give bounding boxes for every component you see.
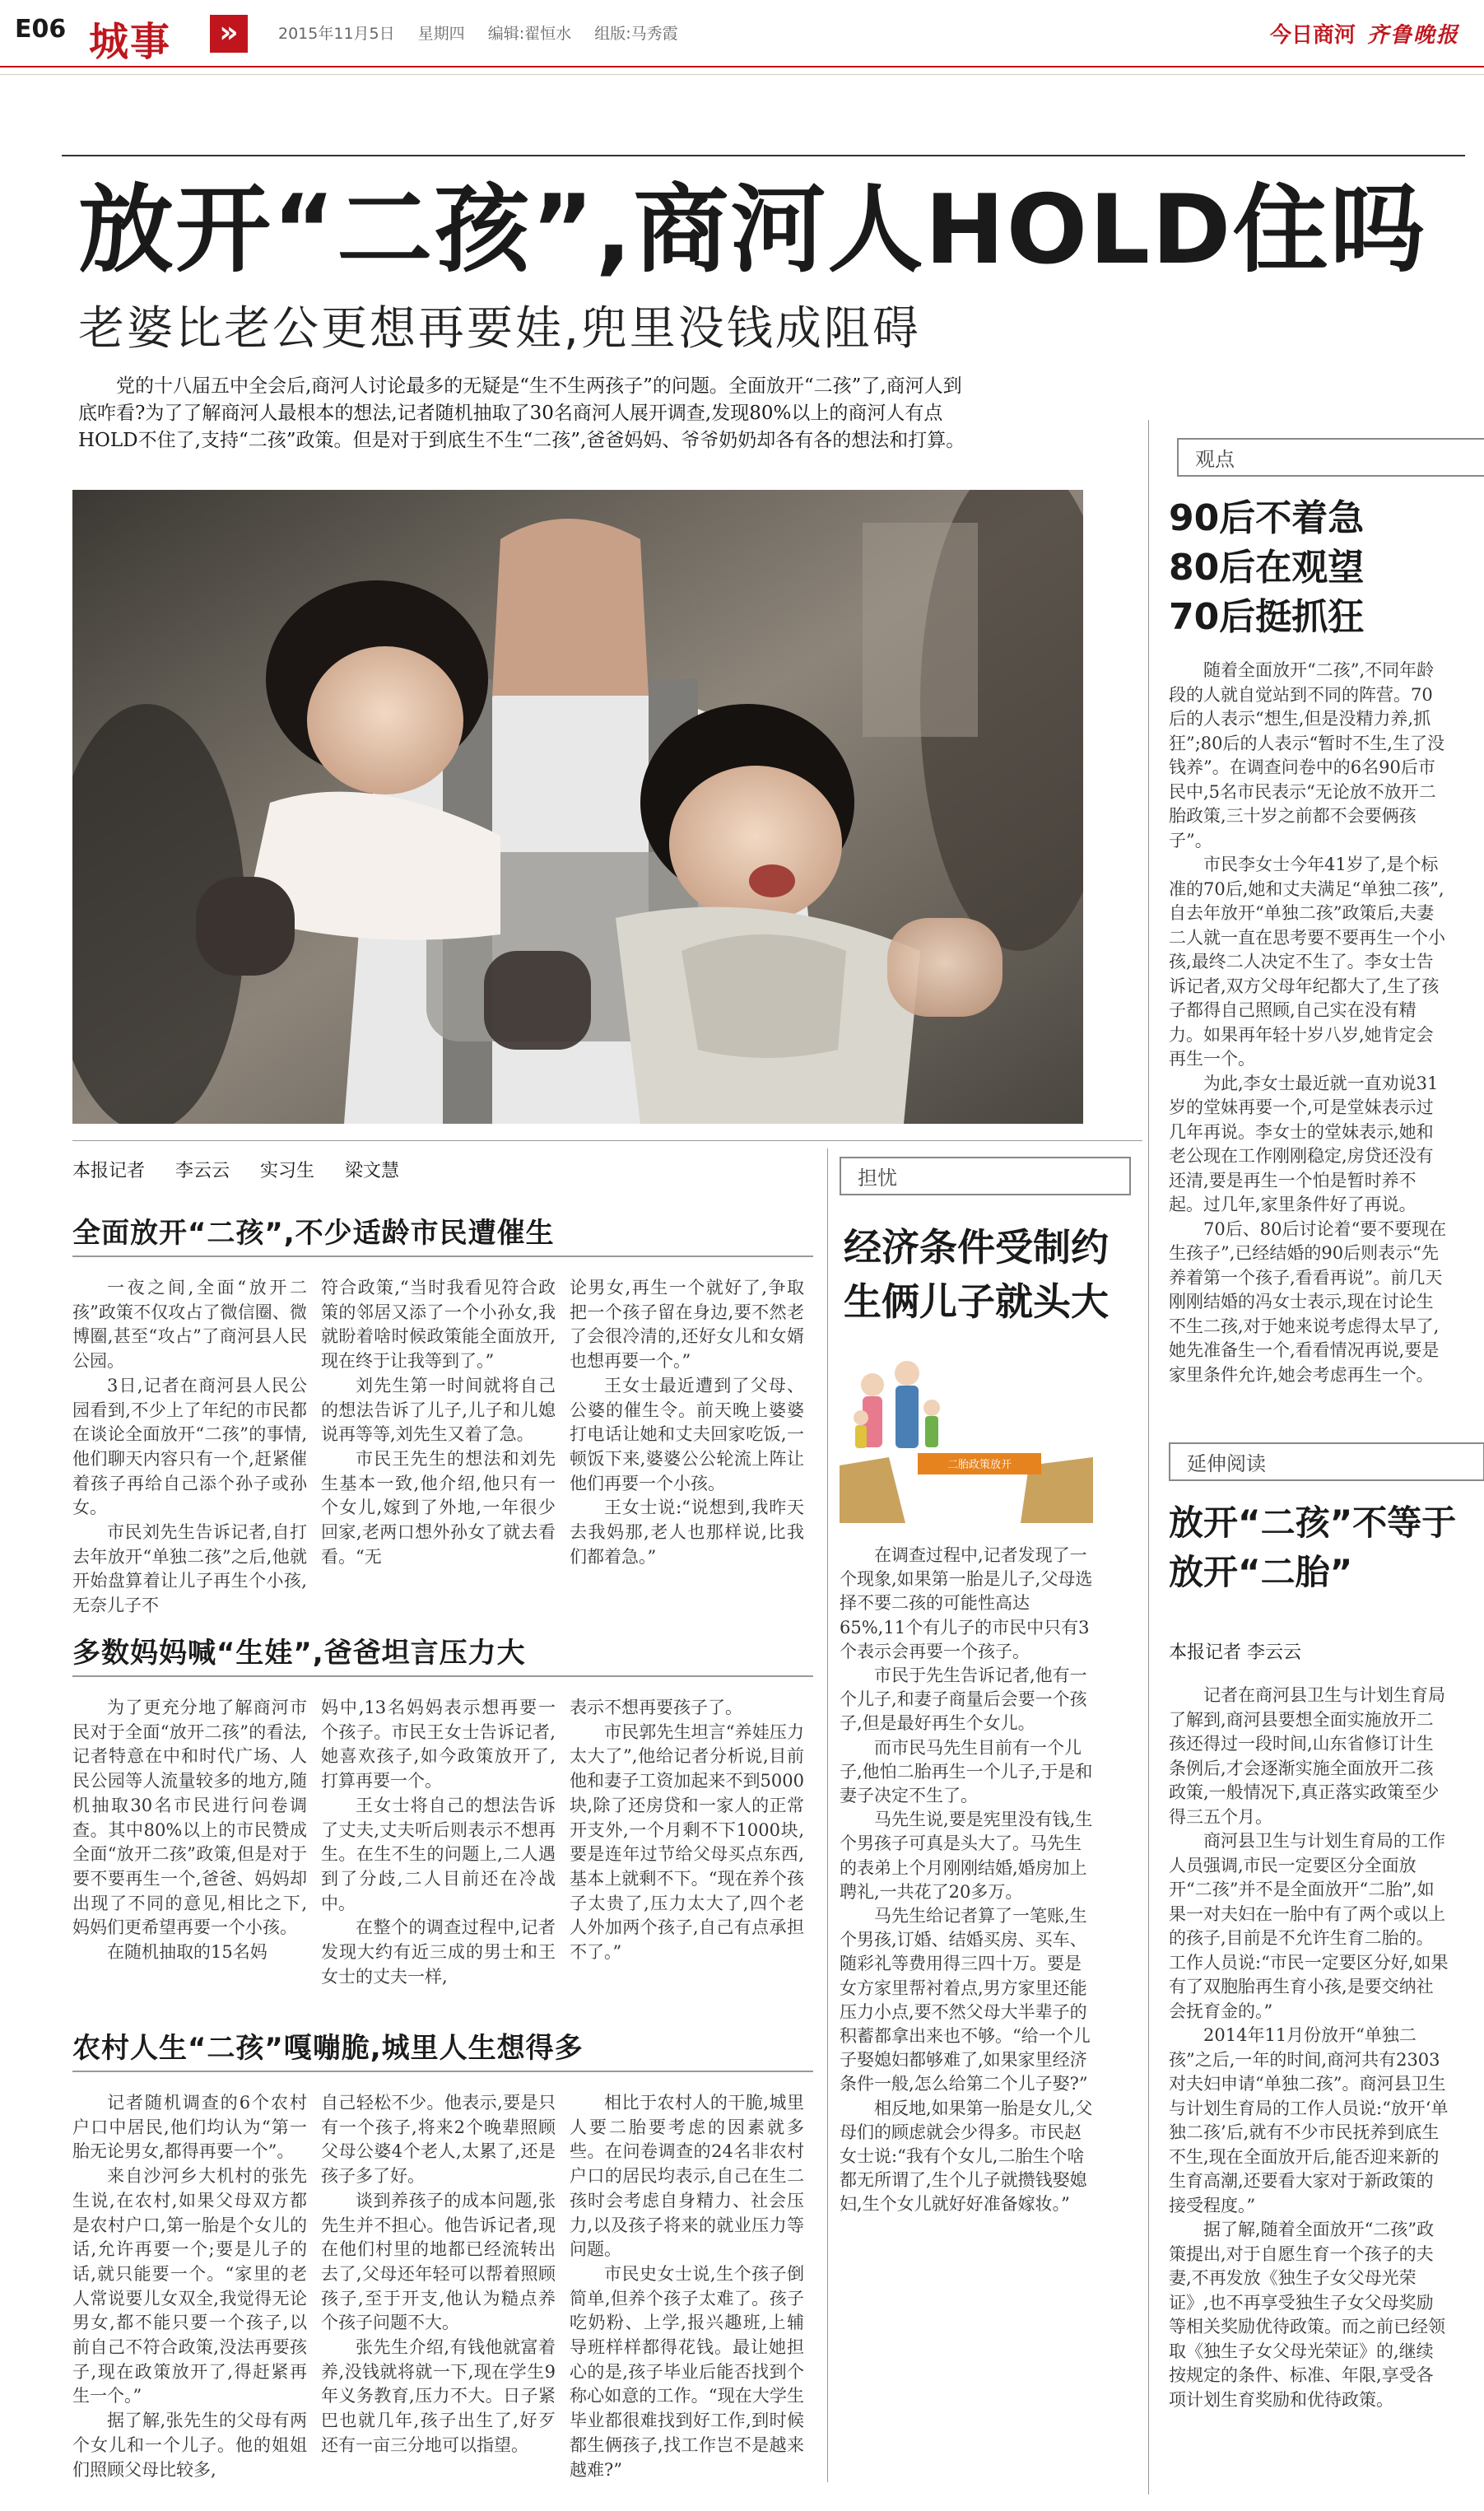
paragraph: 市民李女士今年41岁了,是个标准的70后,她和丈夫满足“单独二孩”,自去年放开“单独二孩”政策后,夫妻二人就一直在思考要不要再生一个小孩,最终二人决定不生了。李女士告诉记者,双方父母年纪都大了,生了孩子都得自己照顾,自己实在没有精力。如果再年轻十岁八岁,她肯定会再生一个。 <box>1169 855 1445 1069</box>
byline-author: 李云云 <box>175 1161 230 1181</box>
extended-byline: 本报记者 李云云 <box>1169 1642 1301 1663</box>
issue-date: 2015年11月5日 <box>278 25 395 43</box>
section-chevron-icon: » <box>210 15 248 53</box>
paragraph: 相反地,如果第一胎是女儿,父母们的顾虑就会少得多。市民赵女士说:“我有个女儿,二胎生个啥都无所谓了,生个儿子就攒钱娶媳妇,生个女儿就好好准备嫁妆。” <box>840 2098 1093 2215</box>
extended-reading-title <box>1169 1498 1456 1597</box>
article-column <box>321 1276 556 1569</box>
section-heading: 全面放开“二孩”,不少适龄市民遭催生 <box>72 1217 555 1250</box>
header-meta <box>278 21 696 44</box>
article-column <box>570 1276 804 1569</box>
byline-role: 实习生 <box>260 1161 315 1181</box>
article-column <box>72 2091 307 2482</box>
paragraph: 为此,李女士最近就一直劝说31岁的堂妹再要一个,可是堂妹表示过几年再说。李女士的堂妹表示,她和老公现在工作刚刚稳定,房贷还没有还清,要是再生一个怕是暂时养不起。过几年,家里条件好了再说。 <box>1169 1073 1439 1214</box>
paragraph: 王女士将自己的想法告诉了丈夫,丈夫听后则表示不想再生。在生不生的问题上,二人遇到了分歧,二人目前还在冷战中。 <box>321 1795 556 1913</box>
paragraph: 记者在商河县卫生与计划生育局了解到,商河县要想全面实施放开二孩还得过一段时间,山东省修订计生条例后,才会逐渐实施全面放开二孩政策,一般情况下,真正落实政策至少得三五个月。 <box>1169 1685 1445 1827</box>
layout-credit: 组版:马秀霞 <box>594 25 678 43</box>
illustration-family-cliff <box>840 1342 1093 1523</box>
article-column <box>570 2091 804 2482</box>
article-column <box>72 1696 307 1965</box>
column-divider <box>827 1148 828 2482</box>
header-rule <box>0 66 1484 68</box>
section-heading: 多数妈妈喊“生娃”,爸爸坦言压力大 <box>72 1637 526 1670</box>
subheadline: 老婆比老公更想再要娃,兜里没钱成阻碍 <box>78 302 921 356</box>
intro-paragraph: 党的十八届五中全会后,商河人讨论最多的无疑是“生不生两孩子”的问题。全面放开“二孩”了,商河人到底咋看?为了了解商河人最根本的想法,记者随机抽取了30名商河人展开调查,发现80%以上的商河人有点HOLD不住了,支持“二孩”政策。但是对于到底生不生“二孩”,爸爸妈妈、爷爷奶奶却各有各的想法和打算。 <box>78 375 965 451</box>
paragraph: 妈中,13名妈妈表示想再要一个孩子。市民王女士告诉记者,她喜欢孩子,如今政策放开了,打算再要一个。 <box>321 1698 556 1791</box>
paragraph: 马先生说,要是宪里没有钱,生个男孩子可真是头大了。马先生的表弟上个月刚刚结婚,婚房加上聘礼,一共花了20多万。 <box>840 1810 1093 1902</box>
header-rule-thin <box>0 74 1484 75</box>
page-number: E06 <box>15 15 67 44</box>
paragraph: 3日,记者在商河县人民公园看到,不少上了年纪的市民都在谈论全面放开“二孩”的事情,他们聊天内容只有一个,赶紧催着孩子再给自己添个孙子或孙女。 <box>72 1375 307 1518</box>
family-illustration <box>840 1342 1093 1523</box>
paragraph: 市民郭先生坦言“养娃压力太大了”,他给记者分析说,目前他和妻子工资加起来不到5000块,除了还房贷和一家人的正常开支外,一个月剩不下1000块,要是连年过节给父母买点东西,基本上就剩不下。“现在养个孩子太贵了,压力太大了,四个老人外加两个孩子,自己有点承担不了。” <box>570 1721 804 1963</box>
extended-reading-tag: 延伸阅读 <box>1169 1442 1484 1481</box>
paragraph: 市民于先生告诉记者,他有一个儿子,和妻子商量后会要一个孩子,但是最好再生个女儿。 <box>840 1665 1087 1734</box>
paragraph: 张先生介绍,有钱他就富着养,没钱就将就一下,现在学生9年义务教育,压力不大。日子紧巴也就几年,孩子出生了,好歹还有一亩三分地可以指望。 <box>321 2337 556 2455</box>
section-rule <box>72 1256 813 1257</box>
viewpoint-title-line: 70后挺抓狂 <box>1169 596 1365 638</box>
paragraph: 在调查过程中,记者发现了一个现象,如果第一胎是儿子,父母选择不要二孩的可能性高达65%,11个有儿子的市民中只有3个表示会再要一个孩子。 <box>840 1545 1093 1661</box>
viewpoint-title-line: 80后在观望 <box>1169 547 1365 589</box>
worry-body <box>840 1544 1093 2217</box>
paragraph: 市民史女士说,生个孩子倒简单,但养个孩子太难了。孩子吃奶粉、上学,报兴趣班,上辅导班样样都得花钱。最让她担心的是,孩子毕业后能否找到个称心如意的工作。“现在大学生毕业都很难找到好工作,到时候都生俩孩子,找工作岂不是越来越难?” <box>570 2263 804 2480</box>
paragraph: 一夜之间,全面“放开二孩”政策不仅攻占了微信圈、微博圈,甚至“攻占”了商河县人民公园。 <box>72 1278 307 1372</box>
worry-title <box>844 1220 1109 1329</box>
paragraph: 市民刘先生告诉记者,自打去年放开“单独二孩”之后,他就开始盘算着让儿子再生个小孩,无奈儿子不 <box>72 1522 307 1616</box>
paragraph: 表示不想再要孩子了。 <box>570 1698 742 1717</box>
paragraph: 在整个的调查过程中,记者发现大约有近三成的男士和王女士的丈夫一样, <box>321 1917 556 1987</box>
viewpoint-title-line: 90后不着急 <box>1169 497 1365 539</box>
banner-text: 二胎政策放开 <box>947 1459 1012 1471</box>
article-column <box>321 1696 556 1989</box>
extended-title-line: 放开“二孩”不等于 <box>1169 1502 1457 1543</box>
paragraph: 在随机抽取的15名妈 <box>107 1942 267 1963</box>
section-rule <box>72 2071 813 2072</box>
paragraph: 据了解,张先生的父母有两个女儿和一个儿子。他的姐姐们照顾父母比较多, <box>72 2411 307 2480</box>
paragraph: 2014年11月份放开“单独二孩”之后,一年的时间,商河共有2303对夫妇申请“单独二孩”。商河县卫生与计划生育局的工作人员说:“放开‘单独二孩’后,就有不少市民抚养到底生不生,现在全面放开后,能否迎来新的生育高潮,还要看大家对于新政策的接受程度。” <box>1169 2025 1449 2215</box>
paragraph: 70后、80后讨论着“要不要现在生孩子”,已经结婚的90后则表示“先养着第一个孩子,看看再说”。前几天刚刚结婚的冯女士表示,现在讨论生不生二孩,对于她来说考虑得太早了,她先准备生一个,看看情况再说,要是家里条件允许,她会考虑再生一个。 <box>1169 1218 1447 1385</box>
paragraph: 王女士说:“说想到,我昨天去我妈那,老人也那样说,比我们都着急。” <box>570 1498 804 1567</box>
issue-weekday: 星期四 <box>417 25 465 43</box>
section-rule <box>72 1675 813 1677</box>
paragraph: 谈到养孩子的成本问题,张先生并不担心。他告诉记者,现在他们村里的地都已经流转出去了,父母还年轻可以帮着照顾孩子,至于开支,他认为糙点养个孩子问题不大。 <box>321 2190 556 2333</box>
paragraph: 自己轻松不少。他表示,要是只有一个孩子,将来2个晚辈照顾父母公婆4个老人,太累了,还是孩子多了好。 <box>321 2093 556 2187</box>
section-title: 城事 <box>89 19 172 65</box>
paragraph: 记者随机调查的6个农村户口中居民,他们均认为“第一胎无论男女,都得再要一个”。 <box>72 2093 307 2162</box>
extended-title-line: 放开“二胎” <box>1169 1552 1353 1592</box>
worry-title-line: 生俩儿子就头大 <box>844 1279 1109 1324</box>
paragraph: 马先生给记者算了一笔账,生个男孩,订婚、结婚买房、买车、随彩礼等费用得三四十万。要是女方家里帮衬着点,男方家里还能压力小点,要不然父母大半辈子的积蓄都拿出来也不够。“给一个儿子娶媳妇都够难了,如果家里经济条件一般,怎么给第二个儿子娶?” <box>840 1906 1091 2094</box>
paragraph: 刘先生第一时间就将自己的想法告诉了儿子,儿子和儿媳说再等等,刘先生又着了急。 <box>321 1375 556 1445</box>
paragraph: 商河县卫生与计划生育局的工作人员强调,市民一定要区分全面放开“二孩”并不是全面放开“二胎”,如果一对夫妇在一胎中有了两个或以上的孩子,目前是不允许生育二胎的。工作人员说:“市民一定要区分好,如果有了双胞胎再生育小孩,是要交纳社会抚育金的。” <box>1169 1831 1449 2021</box>
edition-label <box>1270 18 1459 49</box>
editor-credit: 编辑:翟恒水 <box>487 25 572 43</box>
paragraph: 而市民马先生目前有一个儿子,他怕二胎再生一个儿子,于是和妻子决定不生了。 <box>840 1737 1093 1806</box>
paragraph: 论男女,再生一个就好了,争取把一个孩子留在身边,要不然老了会很冷清的,还好女儿和女婿也想再要一个。” <box>570 1278 804 1372</box>
newspaper-brand-logo: 齐鲁晚报 <box>1366 23 1459 48</box>
viewpoint-tag: 观点 <box>1177 438 1484 477</box>
extended-body <box>1169 1684 1449 2412</box>
paragraph: 为了更充分地了解商河市民对于全面“放开二孩”的看法,记者特意在中和时代广场、人民公园等人流量较多的地方,随机抽取30名市民进行问卷调查。其中80%以上的市民赞成全面“放开二孩”政策,但是对于要不要再生一个,爸爸、妈妈却出现了不同的意见,相比之下,妈妈们更希望再要一个小孩。 <box>72 1698 307 1938</box>
viewpoint-body <box>1169 659 1449 1387</box>
byline <box>72 1157 424 1182</box>
paragraph: 随着全面放开“二孩”,不同年龄段的人就自觉站到不同的阵营。70后的人表示“想生,但是没精力养,抓狂”;80后的人表示“暂时不生,生了没钱养”。在调查问卷中的6名90后市民中,5名市民表示“无论放不放开二胎政策,三十岁之前都不会要俩孩子”。 <box>1169 660 1444 850</box>
article-column <box>570 1696 804 1965</box>
byline-author: 梁文慧 <box>345 1161 400 1181</box>
headline-rule <box>62 155 1465 156</box>
section-heading: 农村人生“二孩”嘎嘣脆,城里人生想得多 <box>72 2032 584 2065</box>
paragraph: 王女士最近遭到了父母、公婆的催生令。前天晚上婆婆打电话让她和丈夫回家吃饭,一顿饭下来,婆婆公公轮流上阵让他们再要一个小孩。 <box>570 1375 804 1493</box>
paragraph: 相比于农村人的干脆,城里人要二胎要考虑的因素就多些。在问卷调查的24名非农村户口的居民均表示,自己在生二孩时会考虑自身精力、社会压力,以及孩子将来的就业压力等问题。 <box>570 2093 804 2260</box>
byline-role: 本报记者 <box>72 1161 146 1181</box>
headline: 放开“二孩”,商河人HOLD住吗 <box>78 175 1427 286</box>
viewpoint-title <box>1169 494 1364 642</box>
paragraph: 符合政策,“当时我看见符合政策的邻居又添了一个小孙女,我就盼着啥时候政策能全面放开,现在终于让我等到了。” <box>321 1278 556 1372</box>
paragraph: 市民王先生的想法和刘先生基本一致,他介绍,他只有一个女儿,嫁到了外地,一年很少回家,老两口想外孙女了就去看看。“无 <box>321 1448 556 1567</box>
photo-father-with-two-daughters <box>72 490 1083 1124</box>
edition-name: 今日商河 <box>1269 23 1356 48</box>
column-divider <box>1148 420 1149 2495</box>
article-column <box>321 2091 556 2458</box>
worry-tag: 担忧 <box>840 1157 1131 1195</box>
main-photo <box>72 490 1083 1124</box>
worry-title-line: 经济条件受制约 <box>844 1225 1109 1269</box>
article-column <box>72 1276 307 1619</box>
paragraph: 来自沙河乡大机村的张先生说,在农村,如果父母双方都是农村户口,第一胎是个女儿的话,允许再要一个;要是儿子的话,就只能要一个。“家里的老人常说要儿女双全,我觉得无论男女,都不能只要一个孩子,以前自己不符合政策,没法再要孩子,现在政策放开了,得赶紧再生一个。” <box>72 2166 307 2406</box>
paragraph: 据了解,随着全面放开“二孩”政策提出,对于自愿生育一个孩子的夫妻,不再发放《独生子女父母光荣证》,也不再享受独生子女父母奖励等相关奖励优待政策。而之前已经领取《独生子女父母光荣证》的,继续按规定的条件、标准、年限,享受各项计划生育奖励和优待政策。 <box>1169 2220 1445 2410</box>
photo-rule <box>72 1140 1142 1141</box>
